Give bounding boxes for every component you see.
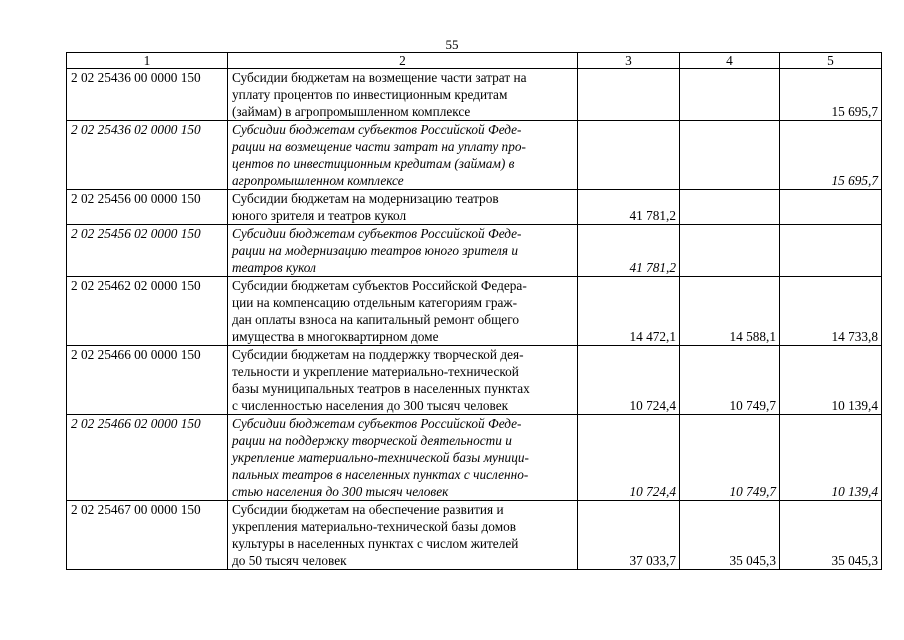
description-line: пальных театров в населенных пунктах с численно- <box>232 467 529 482</box>
table-row <box>67 277 882 346</box>
description-cell <box>228 69 578 121</box>
budget-code-cell: 2 02 25466 02 0000 150 <box>67 415 228 501</box>
description-line: укрепления материально-технической базы домов <box>232 519 517 534</box>
description-line: Субсидии бюджетам на обеспечение развития и <box>232 502 504 517</box>
amount-cell-col-5: 10 139,4 <box>780 346 882 415</box>
description-line: имущества в многоквартирном доме <box>232 329 439 344</box>
amount-cell-col-3: 10 724,4 <box>578 415 680 501</box>
description-cell <box>228 501 578 570</box>
header-col-3: 3 <box>578 53 680 69</box>
header-col-4: 4 <box>680 53 780 69</box>
amount-cell-col-4: 10 749,7 <box>680 415 780 501</box>
table-row <box>67 346 882 415</box>
description-line: театров кукол <box>232 260 316 275</box>
description-line: Субсидии бюджетам на модернизацию театров <box>232 191 499 206</box>
description-cell <box>228 190 578 225</box>
budget-code-cell: 2 02 25456 02 0000 150 <box>67 225 228 277</box>
description-line: (займам) в агропромышленном комплексе <box>232 104 471 119</box>
budget-code-cell: 2 02 25462 02 0000 150 <box>67 277 228 346</box>
description-cell <box>228 415 578 501</box>
amount-cell-col-3: 41 781,2 <box>578 225 680 277</box>
description-cell <box>228 346 578 415</box>
amount-cell-col-3: 37 033,7 <box>578 501 680 570</box>
description-line: рации на возмещение части затрат на уплату про- <box>232 139 526 154</box>
description-line: культуры в населенных пунктах с числом жителей <box>232 536 519 551</box>
description-cell <box>228 277 578 346</box>
description-line: Субсидии бюджетам субъектов Российской Федера- <box>232 278 527 293</box>
header-col-1: 1 <box>67 53 228 69</box>
description-line: центов по инвестиционным кредитам (займам) в <box>232 156 515 171</box>
amount-cell-col-3: 10 724,4 <box>578 346 680 415</box>
description-line: Субсидии бюджетам субъектов Российской Феде- <box>232 122 522 137</box>
description-line: Субсидии бюджетам на возмещение части затрат на <box>232 70 527 85</box>
description-line: до 50 тысяч человек <box>232 553 347 568</box>
description-line: ции на компенсацию отдельным категориям граж- <box>232 295 517 310</box>
amount-cell-col-4: 14 588,1 <box>680 277 780 346</box>
amount-cell-col-5: 35 045,3 <box>780 501 882 570</box>
description-line: Субсидии бюджетам на поддержку творческой дея- <box>232 347 524 362</box>
table-row <box>67 415 882 501</box>
amount-cell-col-5: 15 695,7 <box>780 121 882 190</box>
description-line: Субсидии бюджетам субъектов Российской Феде- <box>232 416 522 431</box>
header-row <box>67 53 882 69</box>
page-number: 55 <box>445 37 459 52</box>
description-cell <box>228 121 578 190</box>
header-col-2: 2 <box>228 53 578 69</box>
budget-code-cell: 2 02 25436 02 0000 150 <box>67 121 228 190</box>
table-row <box>67 69 882 121</box>
amount-cell-col-3 <box>578 69 680 121</box>
amount-cell-col-4 <box>680 225 780 277</box>
description-line: агропромышленном комплексе <box>232 173 404 188</box>
table-row <box>67 121 882 190</box>
description-line: дан оплаты взноса на капитальный ремонт общего <box>232 312 519 327</box>
budget-code-cell: 2 02 25456 00 0000 150 <box>67 190 228 225</box>
amount-cell-col-3: 14 472,1 <box>578 277 680 346</box>
amount-cell-col-4 <box>680 190 780 225</box>
description-line: с численностью населения до 300 тысяч человек <box>232 398 509 413</box>
description-line: рации на поддержку творческой деятельности и <box>232 433 512 448</box>
description-line: уплату процентов по инвестиционным кредитам <box>232 87 508 102</box>
budget-code-cell: 2 02 25466 00 0000 150 <box>67 346 228 415</box>
description-line: укрепление материально-технической базы муници- <box>232 450 529 465</box>
description-cell <box>228 225 578 277</box>
amount-cell-col-3: 41 781,2 <box>578 190 680 225</box>
amount-cell-col-4: 10 749,7 <box>680 346 780 415</box>
amount-cell-col-4 <box>680 121 780 190</box>
amount-cell-col-5: 10 139,4 <box>780 415 882 501</box>
description-line: Субсидии бюджетам субъектов Российской Феде- <box>232 226 522 241</box>
description-line: базы муниципальных театров в населенных пунктах <box>232 381 530 396</box>
table-row <box>67 225 882 277</box>
budget-table <box>66 52 882 570</box>
amount-cell-col-3 <box>578 121 680 190</box>
description-line: тельности и укрепление материально-технической <box>232 364 519 379</box>
description-line: юного зрителя и театров кукол <box>232 208 407 223</box>
description-line: рации на модернизацию театров юного зрителя и <box>232 243 518 258</box>
amount-cell-col-5 <box>780 225 882 277</box>
amount-cell-col-4 <box>680 69 780 121</box>
table-row <box>67 501 882 570</box>
amount-cell-col-4: 35 045,3 <box>680 501 780 570</box>
description-line: стью населения до 300 тысяч человек <box>232 484 449 499</box>
amount-cell-col-5: 15 695,7 <box>780 69 882 121</box>
amount-cell-col-5: 14 733,8 <box>780 277 882 346</box>
header-col-5: 5 <box>780 53 882 69</box>
amount-cell-col-5 <box>780 190 882 225</box>
budget-code-cell: 2 02 25467 00 0000 150 <box>67 501 228 570</box>
budget-code-cell: 2 02 25436 00 0000 150 <box>67 69 228 121</box>
table-row <box>67 190 882 225</box>
